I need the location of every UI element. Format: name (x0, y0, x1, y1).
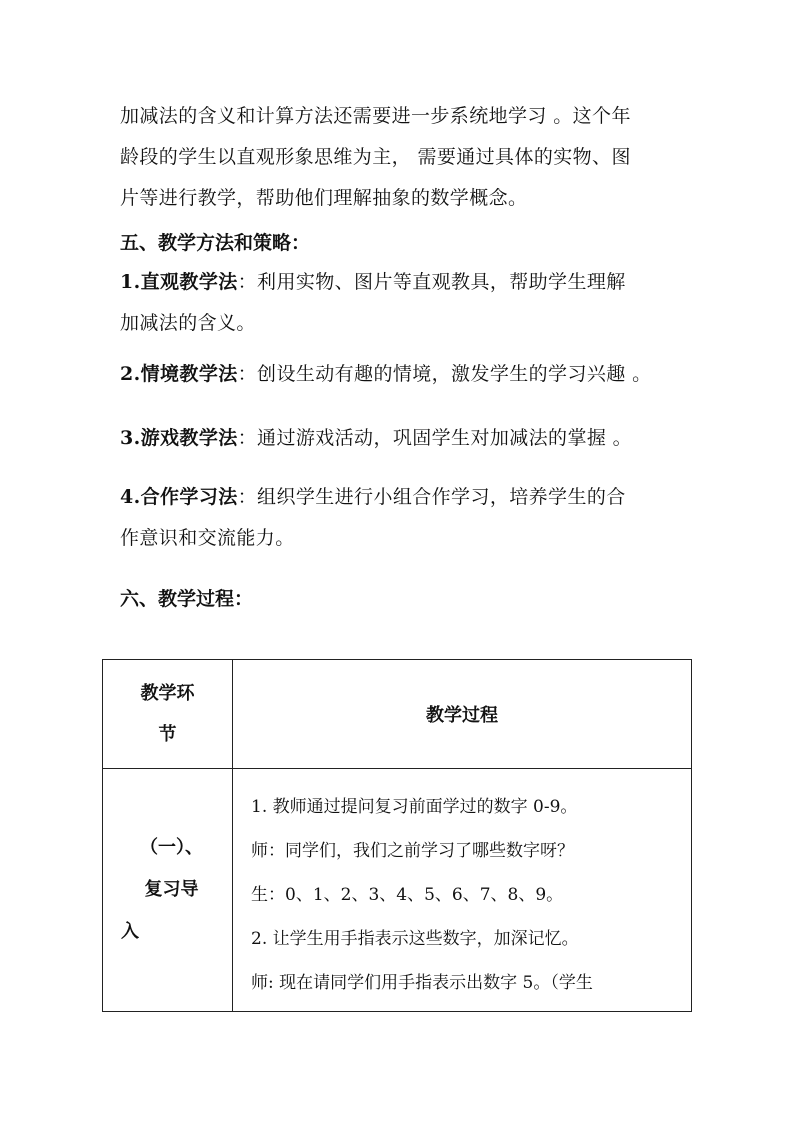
method-2 (120, 354, 680, 395)
intro-line: 片等进行教学，帮助他们理解抽象的数学概念。 (120, 187, 528, 209)
header-stage-line: 节 (158, 724, 177, 745)
process-cell (233, 769, 692, 1012)
process-line: 师：同学们，我们之前学习了哪些数字呀？ (251, 841, 574, 861)
method-2-text: 创设生动有趣的情境，激发学生的学习兴趣 。 (257, 363, 652, 385)
header-cell-stage (103, 660, 233, 769)
process-line: 1. 教师通过提问复习前面学过的数字 0-9。 (251, 797, 578, 817)
stage-line: 复习导 (144, 879, 199, 900)
method-1-name: 1.直观教学法 (120, 271, 238, 293)
process-line: 生：0、1、2、3、4、5、6、7、8、9。 (251, 885, 564, 905)
header-cell-process: 教学过程 (233, 660, 692, 769)
method-2-name: 2.情境教学法 (120, 363, 238, 385)
process-line: 师: 现在请同学们用手指表示出数字 5。（学生 (251, 973, 593, 993)
stage-line: 入 (121, 921, 139, 942)
method-4-sep: ： (237, 486, 258, 508)
method-3-name: 3.游戏教学法 (120, 427, 238, 449)
method-2-sep: ： (237, 363, 258, 385)
header-stage-line: 教学环 (140, 683, 195, 704)
intro-line: 加减法的含义和计算方法还需要进一步系统地学习 。这个年 (120, 105, 631, 127)
table-row (103, 769, 692, 1012)
teaching-process-table (102, 659, 692, 1012)
stage-cell (103, 769, 233, 1012)
section-6-heading: 六、教学过程： (120, 588, 254, 610)
process-line: 2. 让学生用手指表示这些数字，加深记忆。 (251, 929, 579, 949)
intro-line: 龄段的学生以直观形象思维为主， 需要通过具体的实物、图 (120, 146, 631, 168)
stage-line: （一）、 (140, 837, 203, 858)
intro-paragraph (120, 96, 680, 219)
method-4-text: 组织学生进行小组合作学习，培养学生的合 (257, 486, 626, 508)
method-1 (120, 262, 680, 344)
section-5-heading: 五、教学方法和策略： (120, 232, 311, 254)
method-4 (120, 477, 680, 559)
method-1-text: 加减法的含义。 (120, 312, 256, 334)
method-3 (120, 418, 680, 459)
method-4-name: 4.合作学习法 (120, 486, 238, 508)
table-header-row (103, 660, 692, 769)
method-4-text: 作意识和交流能力。 (120, 527, 295, 549)
method-3-sep: ： (237, 427, 258, 449)
method-1-text: 利用实物、图片等直观教具，帮助学生理解 (257, 271, 626, 293)
method-1-sep: ： (237, 271, 258, 293)
method-3-text: 通过游戏活动，巩固学生对加减法的掌握 。 (257, 427, 633, 449)
